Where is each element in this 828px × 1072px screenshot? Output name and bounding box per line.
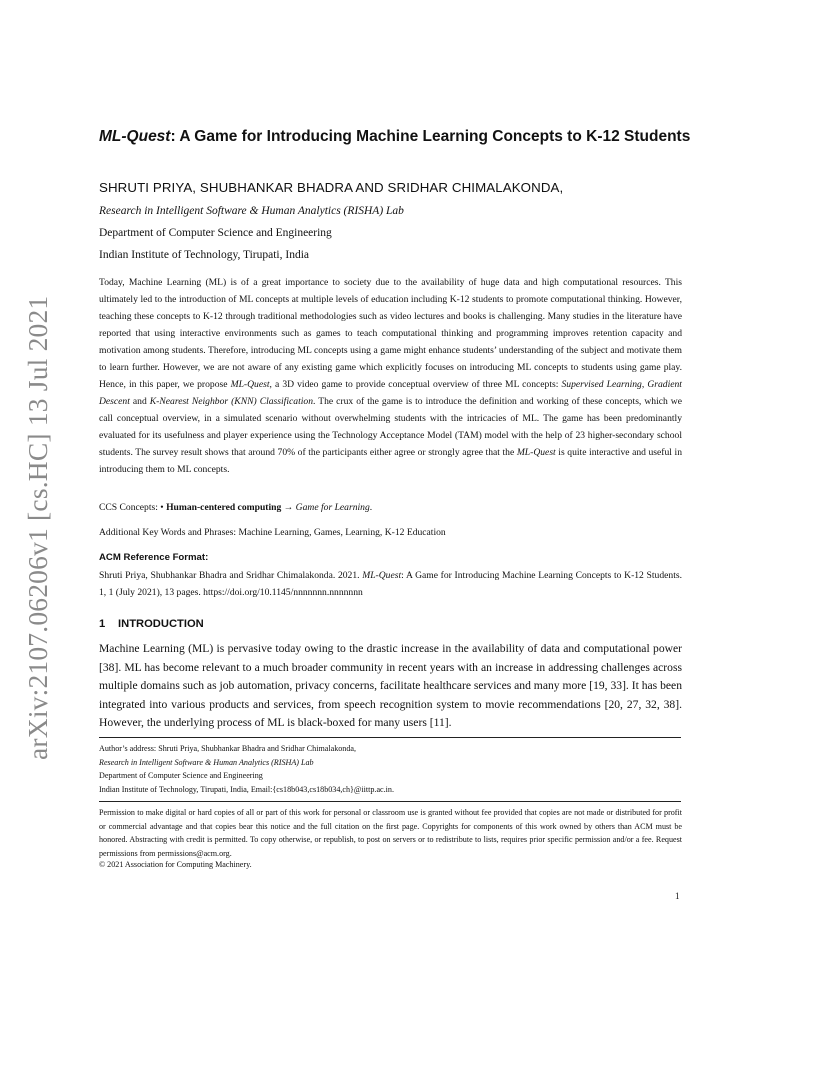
title-game-name: ML-Quest: [99, 128, 171, 145]
introduction-paragraph: Machine Learning (ML) is pervasive today owing to the drastic increase in the availability of data and computational power [38]. ML has become relevant to a much broader community in recent years with an increase in addressing challenges across multiple domains such as job automation, privacy concerns, facilitate healthcare services and many more [19, 33]. It has been integrated into various products and services, from speech recognition system to movie recommendations [20, 27, 32, 38]. However, the underlying process of ML is black-boxed for many users [11].: [99, 642, 682, 730]
abstract-text: is quite interactive and useful in introducing them to ML concepts.: [99, 447, 682, 475]
section-number: 1: [99, 618, 106, 630]
abstract-text: Today, Machine Learning (ML) is of a great importance to society due to the availability of huge data and high computational resources. This ultimately led to the introduction of ML concepts at multiple levels of education including K-12 students to promote computational thinking. However, teaching these concepts to K-12 through traditional methodologies such as video lectures and books is challenging. Many studies in the literature have reported that using interactive environments such as games to teach computational thinking and programming improves retention capacity and motivation among students. Therefore, introducing ML concepts using a game might enhance students’ understanding of the subject and motivate them to learn further. However, we are not aware of any existing game which explicitly focuses on introducing ML concepts to students using game play. Hence, in this paper, we propose: [99, 277, 682, 390]
paper-title: [99, 125, 699, 148]
ccs-category: Human-centered computing: [166, 502, 282, 513]
acm-reference: [99, 567, 682, 601]
title-rest: : A Game for Introducing Machine Learning Concepts to K-12 Students: [170, 128, 691, 145]
keywords: Additional Key Words and Phrases: Machine Learning, Games, Learning, K-12 Education: [99, 527, 446, 538]
footnote-line: Indian Institute of Technology, Tirupati, India, Email:{cs18b043,cs18b034,ch}@iittp.ac.in.: [99, 784, 394, 794]
ccs-subcategory: Game for Learning: [295, 502, 370, 513]
abstract-text: . The crux of the game is to introduce the definition and working of these concepts, which we call conceptual overview, in a simulated scenario without overwhelming students with the intricacies of ML. The game has been predominantly evaluated for its usefulness and player experience using the Technology Acceptance Model (TAM) model with the help of 23 higher-secondary school students. The survey result shows that around 70% of the participants either agree or strongly agree that the: [99, 396, 682, 458]
arxiv-identifier-stamp: arXiv:2107.06206v1 [cs.HC] 13 Jul 2021: [22, 295, 53, 760]
acm-reference-text: : A Game for Introducing Machine Learning Concepts to K-12 Students. 1, 1 (July 2021), 13 pages. https://doi.org/10.1145/nnnnnnn.nnnnnnn: [99, 570, 682, 598]
permission-divider: [99, 801, 681, 802]
affiliation-institute: Indian Institute of Technology, Tirupati, India: [99, 249, 310, 261]
footnote-line: Author’s address: Shruti Priya, Shubhankar Bhadra and Sridhar Chimalakonda,: [99, 744, 357, 753]
abstract-emphasis: Supervised Learning: [561, 379, 642, 390]
footnote-line: Department of Computer Science and Engineering: [99, 771, 263, 780]
acm-reference-heading: ACM Reference Format:: [99, 552, 209, 563]
ccs-end: .: [369, 502, 373, 513]
acm-reference-emphasis: ML-Quest: [362, 570, 402, 581]
affiliation-lab: Research in Intelligent Software & Human Analytics (RISHA) Lab: [99, 205, 404, 217]
footnote-lab: Research in Intelligent Software & Human Analytics (RISHA) Lab: [99, 757, 314, 767]
acm-reference-text: Shruti Priya, Shubhankar Bhadra and Sridhar Chimalakonda. 2021.: [99, 570, 363, 581]
author-list: SHRUTI PRIYA, SHUBHANKAR BHADRA AND SRIDHAR CHIMALAKONDA,: [99, 180, 564, 195]
ccs-label: CCS Concepts: •: [99, 502, 167, 513]
footnote-line: [99, 756, 682, 770]
abstract: [99, 274, 682, 478]
section-title: INTRODUCTION: [118, 618, 204, 630]
abstract-emphasis: ML-Quest: [516, 447, 556, 458]
affiliation-department: Department of Computer Science and Engineering: [99, 227, 332, 239]
abstract-text: ,: [641, 379, 648, 390]
footnote-divider: [99, 737, 681, 738]
abstract-emphasis: K-Nearest Neighbor (KNN) Classification: [149, 396, 313, 407]
page-number: 1: [675, 891, 680, 901]
author-address-footnote: [99, 742, 682, 796]
ccs-concepts: [99, 502, 372, 513]
copyright-notice: © 2021 Association for Computing Machinery.: [99, 860, 252, 869]
abstract-text: , a 3D video game to provide conceptual overview of three ML concepts:: [269, 379, 562, 390]
permission-notice: Permission to make digital or hard copies of all or part of this work for personal or classroom use is granted without fee provided that copies are not made or distributed for profit or commercial advantage and that copies bear this notice and the full citation on the first page. Copyrights for components of this work owned by others than ACM must be honored. Abstracting with credit is permitted. To copy otherwise, or republish, to post on servers or to redistribute to lists, requires prior specific permission and/or a fee. Request permissions from permissions@acm.org.: [99, 808, 682, 858]
abstract-emphasis: ML-Quest: [230, 379, 270, 390]
abstract-text: and: [129, 396, 150, 407]
section-heading-introduction: [99, 618, 204, 630]
abstract-emphasis: Gradient Descent: [99, 379, 682, 407]
ccs-arrow: →: [281, 502, 296, 513]
